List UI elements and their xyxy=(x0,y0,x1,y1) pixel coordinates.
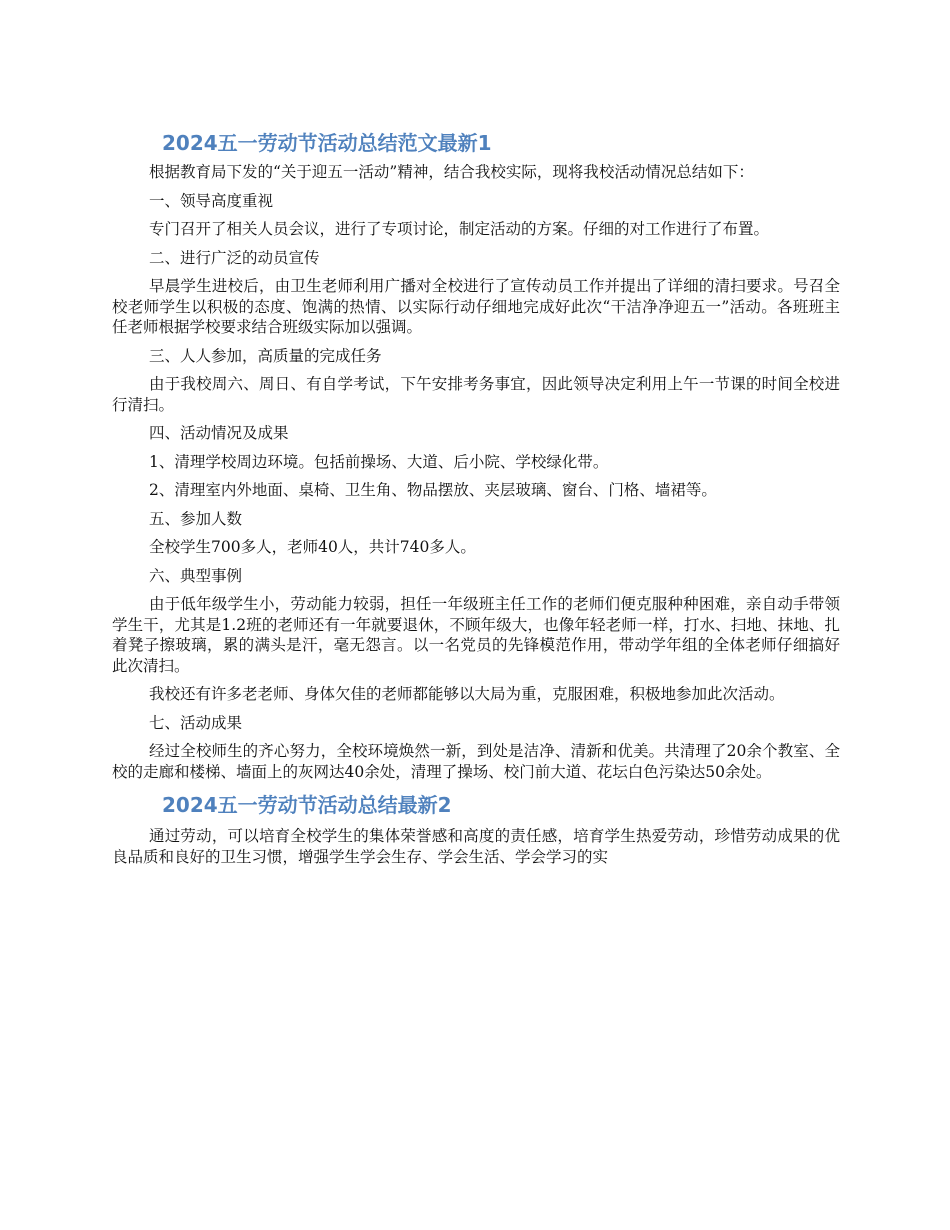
headcount-paragraph: 全校学生700多人，老师40人，共计740多人。 xyxy=(149,538,476,556)
section-title-2: 2024五一劳动节活动总结最新2 xyxy=(162,793,452,817)
publicity-paragraph: 早晨学生进校后，由卫生老师利用广播对全校进行了宣传动员工作并提出了详细的清扫要求。号召全校老师学生以积极的态度、饱满的热情、以实际行动仔细地完成好此次“干洁净净迎五一”活动。各班班主任老师根据学校要求结合班级实际加以强调。 xyxy=(112,277,840,336)
heading-outcome: 七、活动成果 xyxy=(149,713,243,732)
heading-headcount: 五、参加人数 xyxy=(149,509,243,528)
heading-publicity: 二、进行广泛的动员宣传 xyxy=(149,248,320,267)
heading-activity-results: 四、活动情况及成果 xyxy=(149,424,289,442)
heading-participation: 三、人人参加，高质量的完成任务 xyxy=(149,346,382,365)
section2-paragraph-1: 通过劳动，可以培育全校学生的集体荣誉感和高度的责任感，培育学生热爱劳动，珍惜劳动成果的优良品质和良好的卫生习惯，增强学生学会生存、学会生活、学会学习的实 xyxy=(112,827,840,866)
heading-typical-cases: 六、典型事例 xyxy=(149,566,243,585)
outcome-paragraph: 经过全校师生的齐心努力，全校环境焕然一新，到处是洁净、清新和优美。共清理了20余个教室、全校的走廊和楼梯、墙面上的灰网达40余处，清理了操场、校门前大道、花坛白色污染达50余处。 xyxy=(112,742,840,781)
activity-item-1: 1、清理学校周边环境。包括前操场、大道、后小院、学校绿化带。 xyxy=(149,452,609,471)
leadership-paragraph: 专门召开了相关人员会议，进行了专项讨论，制定活动的方案。仔细的对工作进行了布置。 xyxy=(149,220,770,238)
activity-item-2: 2、清理室内外地面、桌椅、卫生角、物品摆放、夹层玻璃、窗台、门格、墙裙等。 xyxy=(149,481,717,499)
typical-case-paragraph-1: 由于低年级学生小，劳动能力较弱，担任一年级班主任工作的老师们便克服种种困难，亲自动手带领学生干，尤其是1.2班的老师还有一年就要退休，不顾年级大，也像年轻老师一样，打水、扫地、抹地、扎着凳子擦玻璃，累的满头是汗，毫无怨言。以一名党员的先锋模范作用，带动学年组的全体老师仔细搞好此次清扫。 xyxy=(112,595,840,675)
intro-paragraph: 根据教育局下发的“关于迎五一活动”精神，结合我校实际，现将我校活动情况总结如下： xyxy=(149,163,754,181)
participation-paragraph: 由于我校周六、周日、有自学考试，下午安排考务事宜，因此领导决定利用上午一节课的时间全校进行清扫。 xyxy=(112,375,840,414)
section-title-1: 2024五一劳动节活动总结范文最新1 xyxy=(162,131,492,155)
document-body xyxy=(112,128,840,875)
typical-case-paragraph-2: 我校还有许多老老师、身体欠佳的老师都能够以大局为重，克服困难，积极地参加此次活动。 xyxy=(149,685,785,703)
heading-leadership: 一、领导高度重视 xyxy=(149,191,274,210)
